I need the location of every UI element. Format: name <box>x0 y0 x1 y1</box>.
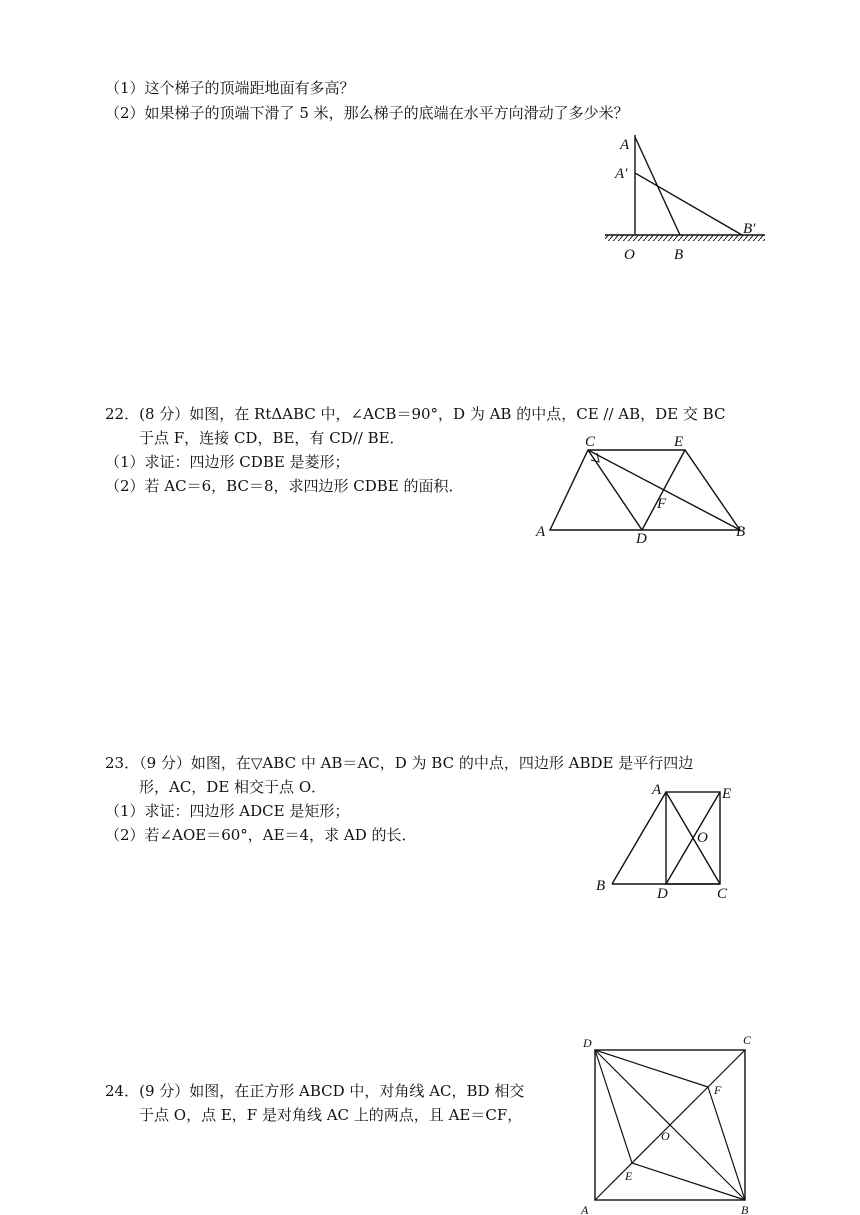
q23-sub2: （2）若∠AOE＝60°，AE＝4，求 AD 的长． <box>105 826 417 844</box>
label-a: A <box>536 524 546 540</box>
q22-sub1: （1）求证：四边形 CDBE 是菱形； <box>105 453 350 471</box>
segment-ab <box>612 792 666 884</box>
label-e: E <box>625 1169 633 1183</box>
label-a: A <box>652 782 662 798</box>
label-e: E <box>674 434 684 450</box>
label-f: F <box>657 496 667 512</box>
q22-sub2: （2）若 AC＝6，BC＝8，求四边形 CDBE 的面积． <box>105 477 464 495</box>
segment-eb <box>632 1163 745 1200</box>
label-d: D <box>636 531 647 547</box>
label-b: B <box>674 247 684 263</box>
label-b-prime: B′ <box>743 221 756 237</box>
rhombus-figure <box>530 428 760 548</box>
label-d: D <box>583 1036 592 1050</box>
label-d: D <box>657 886 668 902</box>
q21-sub2: （2）如果梯子的顶端下滑了 5 米，那么梯子的底端在水平方向滑动了多少米？ <box>105 104 629 122</box>
segment-fd <box>595 1050 708 1087</box>
q23-line1: 23．（9 分）如图，在▽ABC 中 AB＝AC，D 为 BC 的中点，四边形 ABDE 是平行四边 <box>105 754 694 772</box>
label-b: B <box>596 878 606 894</box>
label-c: C <box>717 886 728 902</box>
q23-sub1: （1）求证：四边形 ADCE 是矩形； <box>105 802 350 820</box>
label-a: A <box>581 1203 589 1215</box>
q23-line2: 形，AC，DE 相交于点 O． <box>139 778 327 796</box>
segment-bf <box>708 1087 745 1200</box>
label-o: O <box>697 830 708 846</box>
segment-cd <box>588 450 642 530</box>
label-b: B <box>741 1203 749 1215</box>
q24-line2: 于点 O，点 E，F 是对角线 AC 上的两点，且 AE＝CF， <box>139 1106 523 1124</box>
square-figure <box>575 1030 760 1215</box>
q21-sub1: （1）这个梯子的顶端距地面有多高？ <box>105 79 355 97</box>
label-o: O <box>661 1129 670 1143</box>
segment-de <box>642 450 685 530</box>
rectangle-figure <box>590 778 750 903</box>
label-c: C <box>585 434 596 450</box>
label-a: A <box>620 137 630 153</box>
q22-line2: 于点 F，连接 CD，BE，有 CD// BE． <box>139 429 405 447</box>
label-e: E <box>722 786 732 802</box>
outer-shape <box>550 450 740 530</box>
q22-line1: 22．(8 分）如图，在 RtΔABC 中，∠ACB＝90°，D 为 AB 的中点，CE // AB，DE 交 BC <box>105 405 726 423</box>
label-a-prime: A′ <box>615 166 628 182</box>
segment-de <box>595 1050 632 1163</box>
ladder-figure <box>590 125 780 265</box>
ladder-a2b2 <box>635 173 742 235</box>
ground-hatch <box>605 235 765 241</box>
label-c: C <box>743 1033 752 1047</box>
q24-line1: 24．(9 分）如图，在正方形 ABCD 中，对角线 AC，BD 相交 <box>105 1082 525 1100</box>
label-o: O <box>624 247 635 263</box>
label-b: B <box>736 524 746 540</box>
label-f: F <box>714 1083 722 1097</box>
